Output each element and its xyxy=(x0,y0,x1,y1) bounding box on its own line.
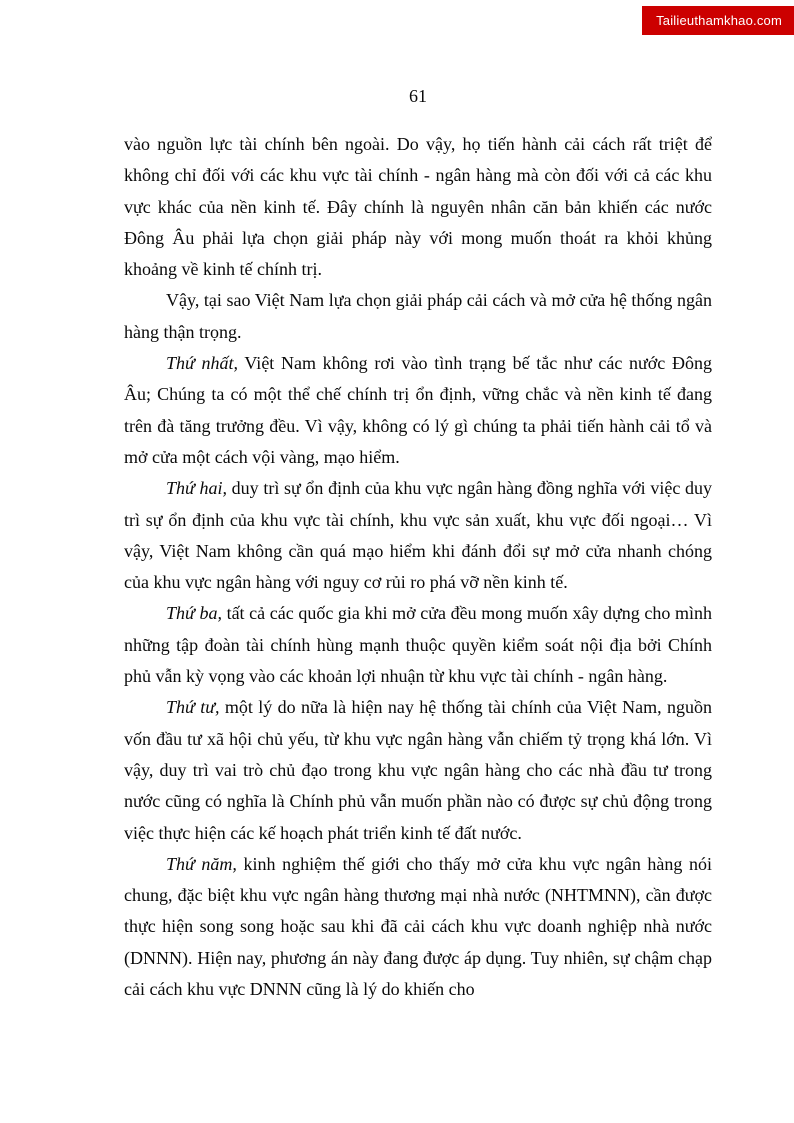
paragraph-text: một lý do nữa là hiện nay hệ thống tài chính của Việt Nam, nguồn vốn đầu tư xã hội chủ yếu, từ khu vực ngân hàng vẫn chiếm tỷ trọng khá lớn. Vì vậy, duy trì vai trò chủ đạo trong khu vực ngân hàng cho các nhà đầu tư trong nước cũng có nghĩa là Chính phủ vẫn muốn phần nào có được sự chủ động trong việc thực hiện các kế hoạch phát triển kinh tế đất nước. xyxy=(124,697,712,843)
paragraph-text: Vậy, tại sao Việt Nam lựa chọn giải pháp cải cách và mở cửa hệ thống ngân hàng thận trọng. xyxy=(124,290,712,342)
paragraph-text: Việt Nam không rơi vào tình trạng bế tắc như các nước Đông Âu; Chúng ta có một thể chế chính trị ổn định, vững chắc và nền kinh tế đang trên đà tăng trưởng đều. Vì vậy, không có lý gì chúng ta phải tiến hành cải tổ và mở cửa một cách vội vàng, mạo hiểm. xyxy=(124,353,712,467)
paragraph xyxy=(124,849,712,1005)
paragraph-lead: Thứ hai, xyxy=(166,478,227,499)
page-number: 61 xyxy=(409,86,427,106)
paragraph xyxy=(124,598,712,692)
paragraph-text: vào nguồn lực tài chính bên ngoài. Do vậy, họ tiến hành cải cách rất triệt để không chỉ đối với các khu vực tài chính - ngân hàng mà còn đối với cả các khu vực khác của nền kinh tế. Đây chính là nguyên nhân căn bản khiến các nước Đông Âu phải lựa chọn giải pháp này với mong muốn thoát ra khỏi khủng khoảng về kinh tế chính trị. xyxy=(124,134,712,280)
paragraph-lead: Thứ năm, xyxy=(166,853,237,874)
paragraph xyxy=(124,473,712,598)
paragraph-text: kinh nghiệm thế giới cho thấy mở cửa khu vực ngân hàng nói chung, đặc biệt khu vực ngân hàng thương mại nhà nước (NHTMNN), cần được thực hiện song song hoặc sau khi đã cải cách khu vực doanh nghiệp nhà nước (DNNN). Hiện nay, phương án này đang được áp dụng. Tuy nhiên, sự chậm chạp cải cách khu vực DNNN cũng là lý do khiến cho xyxy=(124,853,712,1000)
paragraph-lead: Thứ nhất, xyxy=(166,353,239,374)
paragraph-text: tất cả các quốc gia khi mở cửa đều mong muốn xây dựng cho mình những tập đoàn tài chính hùng mạnh thuộc quyền kiểm soát nội địa bởi Chính phủ vẫn kỳ vọng vào các khoản lợi nhuận từ khu vực tài chính - ngân hàng. xyxy=(124,603,713,687)
paragraph xyxy=(124,285,712,348)
watermark-badge: Tailieuthamkhao.com xyxy=(642,6,794,35)
paragraph xyxy=(124,129,712,285)
page-body-text xyxy=(124,129,712,1005)
paragraph xyxy=(124,348,712,473)
paragraph-lead: Thứ tư, xyxy=(166,697,220,718)
paragraph-text: duy trì sự ổn định của khu vực ngân hàng đồng nghĩa với việc duy trì sự ổn định của khu vực tài chính, khu vực sản xuất, khu vực đối ngoại… Vì vậy, Việt Nam không cần quá mạo hiểm khi đánh đổi sự mở cửa nhanh chóng của khu vực ngân hàng với nguy cơ rủi ro phá vỡ nền kinh tế. xyxy=(124,478,712,593)
paragraph xyxy=(124,692,712,848)
paragraph-lead: Thứ ba, xyxy=(166,603,222,624)
